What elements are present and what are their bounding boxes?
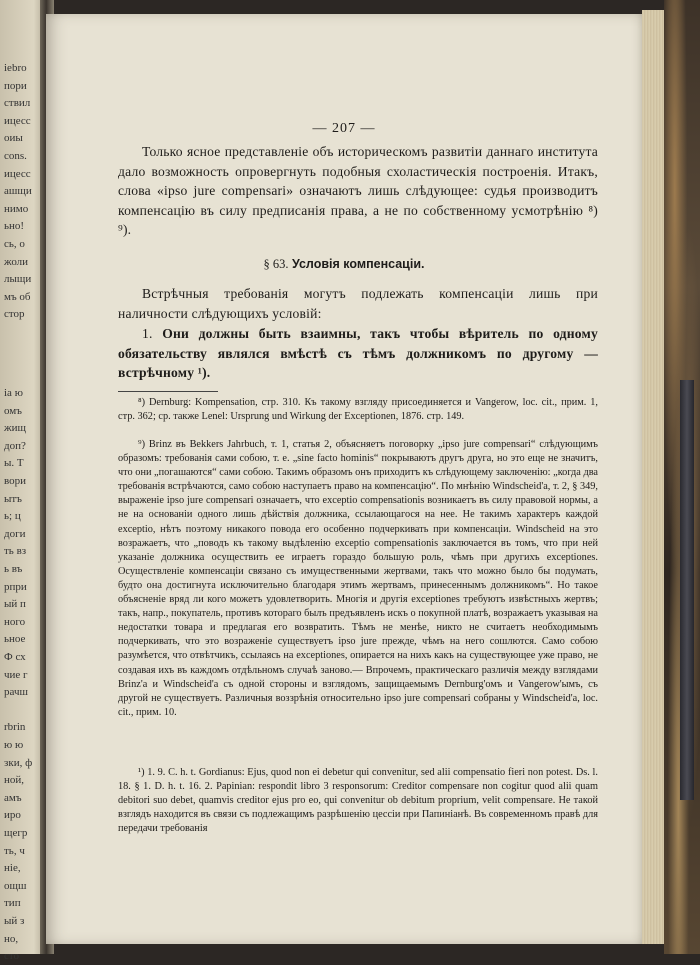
- left-page-bottom-line: амъ: [4, 791, 22, 804]
- left-page-bottom-line: ьное: [4, 633, 26, 646]
- left-page-bottom-line: щегр: [4, 827, 28, 839]
- section-heading: [46, 257, 642, 272]
- left-page-bottom-line: иро: [4, 809, 21, 822]
- left-page-top-line: ицесс: [4, 167, 31, 180]
- left-page-bottom-line: зки, ф: [4, 756, 33, 769]
- left-page-bottom-line: тип: [4, 897, 21, 910]
- left-page-top-line: ствил: [4, 97, 31, 110]
- left-page-bottom-line: ного: [4, 615, 26, 628]
- left-page-bottom-line: доп?: [4, 439, 26, 452]
- left-page-bottom-line: ной,: [4, 774, 25, 787]
- left-page-bottom-line: сто: [4, 950, 20, 963]
- left-page-bottom-line: вори: [4, 475, 27, 487]
- left-page-bottom-line: rbrin: [4, 721, 26, 734]
- footnote-1: ¹) 1. 9. C. h. t. Gordianus: Ejus, quod non ei debetur qui convenitur, sed alii compensatio fieri non potest. Ds. l. 18. § 1. D. h. t. 16. 2. Papinian: respondit libro 3 responsorum: Creditor compensare non cogitur quod alii quam debitori suo debet, quamvis creditor ejus pro eo, qui convenitur ob debitum proprium, velit compensare. Не такой взглядъ находится въ связи съ подлежащимъ разрѣшенію цессіи при Папиніанѣ. Въ современномъ правѣ для передачи требованія: [118, 767, 598, 835]
- left-page-bottom-line: ь въ: [4, 563, 23, 575]
- condition-text: Они должны быть взаимны, такъ чтобы вѣритель по одному обязательству являлся вмѣстѣ съ тѣмъ должникомъ по другому — встрѣчному ¹).: [118, 326, 598, 380]
- left-page-top-line: оиы: [4, 132, 23, 145]
- footnote-9: ⁹) Brinz въ Bekkers Jahrbuch, т. 1, статья 2, объясняетъ поговорку „ipso jure compensari“ слѣдующимъ образомъ: требованія сами собою, т. е. „sine facto hominis“ покрываютъ другъ друга, но это еще не значитъ, что они „погашаются“ сами собою. Такимъ образомъ онъ приходитъ къ слѣдующему заключенію: „когда два требованія встрѣчаются, само собою наступаетъ право на компенсацію“. По мнѣнію Windscheid'а, т. 2, § 349, выраженіе ipso jure compensari означаетъ, что exceptio compensationis возникаетъ въ силу правовой нормы, а не на основаніи одного лишь дѣйствія должника, ссылающагося на нее. Не такимъ характеръ каждой exceptio, нѣтъ поэтому никакого повода его особенно подчеркивать при компенсаціи. Windscheid на это возражаетъ, что „поводъ къ такому выдѣленію exceptio compensationis заключается въ томъ, что при ней указаніе должника осуществить ее играетъ гораздо большую роль, чѣмъ при другихъ exceptiones. Осуществленіе компенсаціи связано съ имущественными жертвами, такъ что можно было бы подумать, будто она достигнута исключительно благодаря этимъ жертвамъ, принесеннымъ должникомъ“. Но такое объясненіе вряд ли кого можетъ удовлетворить. Многія и другія exceptiones требуютъ извѣстныхъ жертвъ; такъ, напр., покупатель, противъ котораго былъ предъявленъ искъ о покупной платѣ, возражаетъ указывая на недостатки товара и предлагая его возвратить. Тѣмъ не менѣе, никто не считаетъ необходимымъ подчеркивать, что это возраженіе существуетъ ipso jure прежде, чѣмъ на него сошлются. Само собою разумѣется, что отвѣтчикъ, ссылаясь на exceptiones, опирается на нихъ какъ на существующее уже право, не создавая ихъ въ каждомъ отдѣльномъ случаѣ заново.— Впрочемъ, практическаго различія между взглядами Brinz'а и Windscheid'а съ одной стороны и взглядомъ, защищаемымъ Dernburg'омъ и Vangerow'ымъ, съ другой не существуетъ. Различныя воззрѣнія относительно ipso jure compensari собраны у Windscheid'а, loc. cit., прим. 10.: [118, 439, 598, 718]
- left-page-bottom-line: чие г: [4, 668, 28, 681]
- condition-number: 1.: [142, 326, 153, 341]
- left-page-bottom-line: жищ: [4, 422, 26, 435]
- left-page-bottom-line: ть, ч: [4, 844, 25, 857]
- section-symbol: § 63.: [263, 257, 289, 271]
- left-page-bottom-line: но,: [4, 932, 19, 945]
- left-page-top-line: стор: [4, 308, 25, 321]
- footnote-8: ⁸) Dernburg: Kompensation, стр. 310. Къ такому взгляду присоединяется и Vangerow, loc. cit., прим. 1, стр. 362; ср. также Lenel: Ursprung und Wirkung der Exceptionen, 1876. стр. 149.: [118, 397, 598, 423]
- left-page-top-line: ашщи: [4, 185, 32, 198]
- paragraph-intro: Встрѣчныя требованія могутъ подлежать компенсаціи лишь при наличности слѣдующихъ условій:: [118, 286, 598, 321]
- left-page-bottom-line: омъ: [4, 404, 22, 417]
- left-page-bottom-line: ый п: [4, 598, 26, 611]
- left-page-top-line: iebro: [4, 62, 27, 74]
- left-page-bottom-line: ь; ц: [4, 510, 21, 523]
- page: [46, 14, 642, 944]
- section-title: Условія компенсаціи.: [291, 257, 425, 271]
- left-page-top-line: ьно!: [4, 220, 25, 233]
- left-page-top-line: cons.: [4, 150, 27, 162]
- left-page-bottom-line: рпри: [4, 580, 27, 593]
- left-page-top-line: ицесс: [4, 114, 31, 127]
- left-page-top-line: мъ об: [4, 290, 31, 303]
- left-page-bottom-line: ытъ: [4, 492, 22, 505]
- condition-item: [118, 324, 598, 383]
- cover-label: [680, 380, 694, 800]
- left-page-bottom-line: доги: [4, 527, 26, 540]
- left-page-bottom-line: ый з: [4, 915, 25, 927]
- left-page-top-line: пори: [4, 79, 27, 92]
- left-page-top-line: сь, о: [4, 238, 25, 250]
- footnote-rule: [118, 391, 218, 392]
- left-page-bottom-line: ть вз: [4, 545, 27, 558]
- left-page-top-line: жоли: [4, 255, 29, 268]
- left-page-top-line: лыщи: [4, 273, 32, 286]
- left-page-bottom-line: ніе,: [4, 862, 21, 875]
- left-page-bottom-line: Ф сх: [4, 651, 26, 663]
- left-page-bottom-line: ы. Т: [4, 457, 24, 470]
- left-page-bottom-line: рачш: [4, 686, 28, 699]
- left-page-top-line: нимо: [4, 202, 29, 215]
- left-page-bottom-line: ia ю: [4, 387, 23, 399]
- paragraph-top: Только ясное представленіе объ историческомъ развитіи даннаго института дало возможность опровергнуть подобныя схоластическія построенія. Итакъ, слова «ipso jure compensari» означаютъ лишь слѣдующее: судья производитъ компенсацію въ силу предписанія права, а не по собственному усмотрѣнію ⁸) ⁹).: [118, 144, 598, 237]
- left-page-bottom-line: ощш: [4, 879, 27, 892]
- left-page-bottom-line: ю ю: [4, 739, 24, 751]
- page-number: — 207 —: [312, 121, 376, 136]
